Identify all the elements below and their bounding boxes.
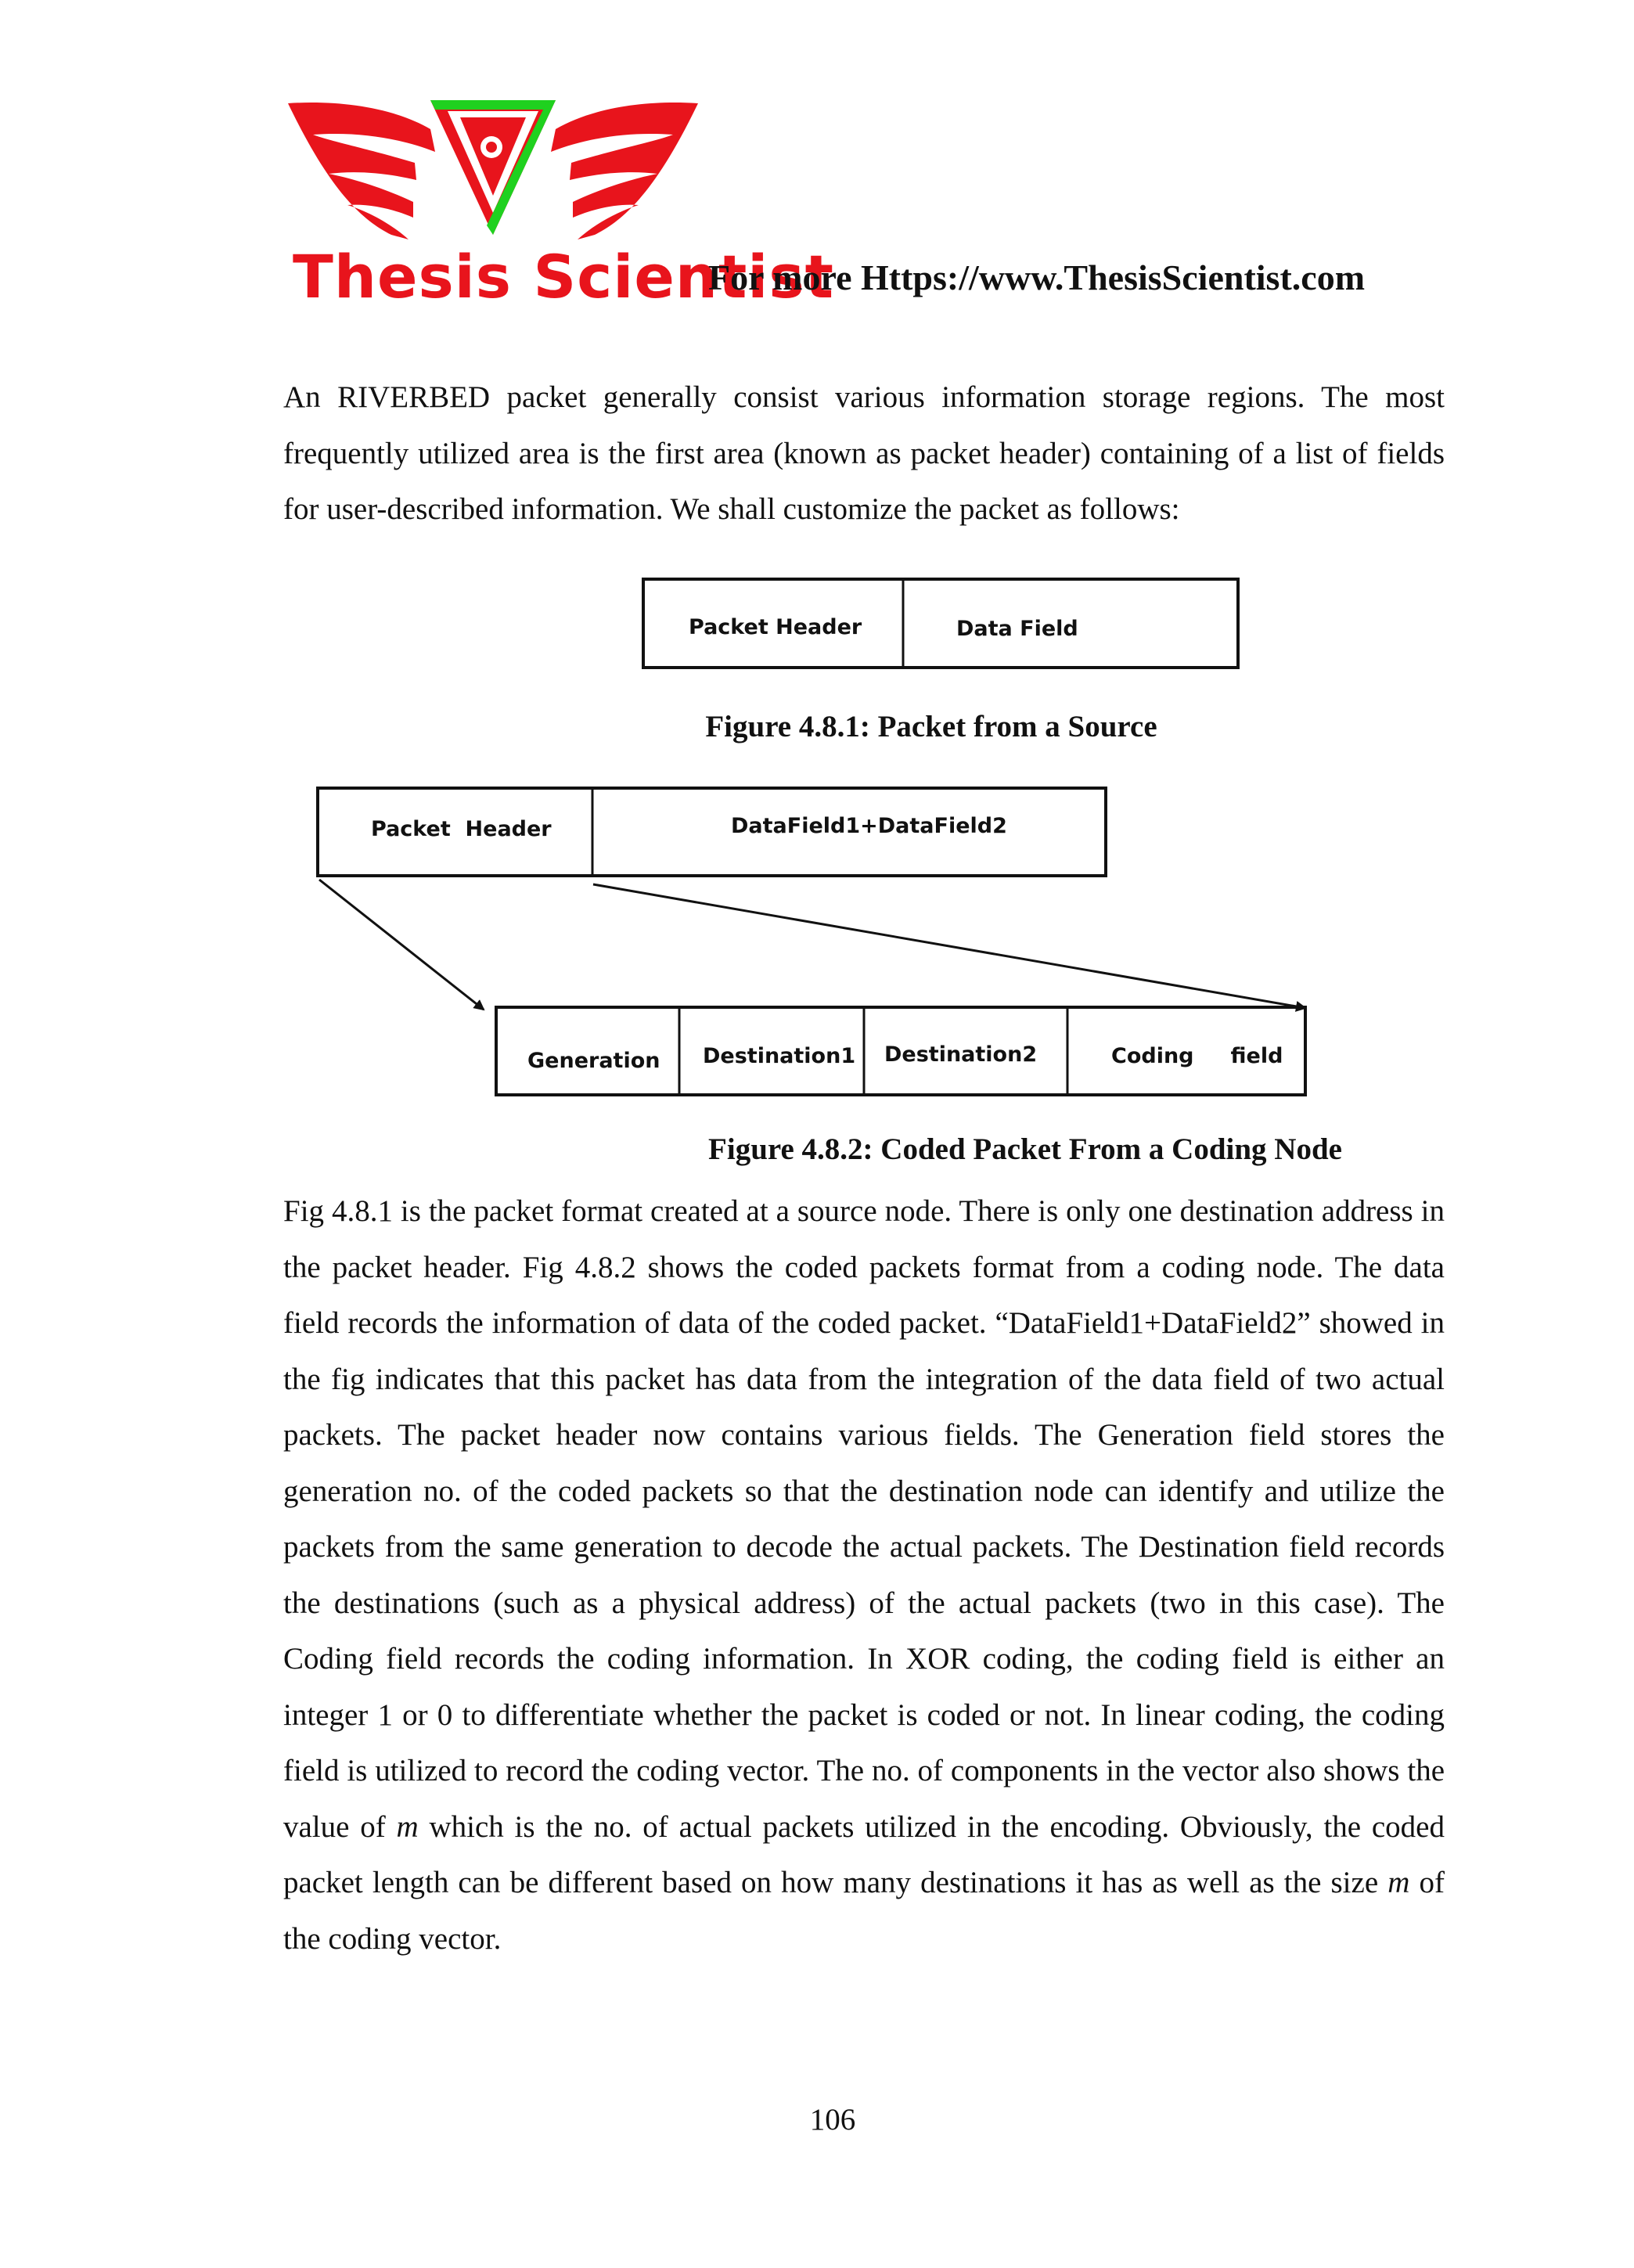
body-text-part-1: Fig 4.8.1 is the packet format created at a source node. There is only one destination address in the packet header. Fig 4.8.2 shows the coded packets format from a coding node. The data field records the information of data of the coded packet. “DataField1+DataField2” showed in the fig indicates that this packet has data from the integration of the data field of two actual packets. The packet header now contains various fields. The Generation field stores the generation no. of the coded packets so that the destination node can identify and utilize the packets from the same generation to decode the actual packets. The Destination field records the destinations (such as a physical address) of the actual packets (two in this case). The Coding field records the coding information. In XOR coding, the coding field is either an integer 1 or 0 to differentiate whether the packet is coded or not. In linear coding, the coding field is utilized to record the coding vector. The no. of components in the vector also shows the value of: [283, 1194, 1445, 1844]
figure-1-packet-header-label: Packet Header: [689, 615, 862, 639]
coding-field-label: Coding field: [1111, 1044, 1283, 1068]
figure-2-bottom-packet: [496, 1007, 1305, 1095]
variable-m-1: m: [396, 1809, 419, 1844]
logo-wordmark: Thesis Scientist: [293, 242, 834, 311]
figure-2-bottom-box: [496, 1007, 1305, 1095]
left-wing-icon: [288, 103, 435, 239]
figure-2-datafield-label: DataField1+DataField2: [731, 814, 1007, 838]
figure-2-packet-header-label: Packet Header: [371, 817, 552, 841]
figure-1-box: [643, 579, 1238, 668]
figure-2-caption: Figure 4.8.2: Coded Packet From a Coding Node: [708, 1132, 1342, 1166]
body-paragraph: [283, 1183, 1445, 1967]
body-text-part-2: which is the no. of actual packets utilized in the encoding. Obviously, the coded packet length can be different based on how many destinations it has as well as the size: [283, 1809, 1445, 1899]
destination1-field-label: Destination1: [703, 1044, 856, 1068]
figure-1-caption: Figure 4.8.1: Packet from a Source: [705, 710, 1157, 743]
figure-1-data-field-label: Data Field: [956, 617, 1078, 641]
figure-2-top-packet: [318, 788, 1106, 876]
arrow-to-generation: [319, 880, 484, 1010]
thesis-scientist-logo: [282, 86, 834, 313]
right-wing-icon: [551, 103, 698, 239]
intro-paragraph: An RIVERBED packet generally consist various information storage regions. The most frequently utilized area is the first area (known as packet header) containing of a list of fields for user-described information. We shall customize the packet as follows:: [283, 380, 1445, 526]
site-link-text: For more Https://www.ThesisScientist.com: [708, 257, 1366, 297]
generation-field-label: Generation: [527, 1049, 660, 1073]
variable-m-2: m: [1387, 1866, 1410, 1899]
figure-1-packet: [643, 579, 1238, 668]
triangle-emblem-icon: [430, 100, 556, 235]
figure-2-top-box: [318, 788, 1106, 876]
arrow-to-coding-field: [593, 884, 1305, 1008]
destination2-field-label: Destination2: [884, 1042, 1038, 1067]
page-number: 106: [809, 2103, 856, 2137]
body-text-part-3: of the coding vector.: [283, 1866, 1445, 1956]
